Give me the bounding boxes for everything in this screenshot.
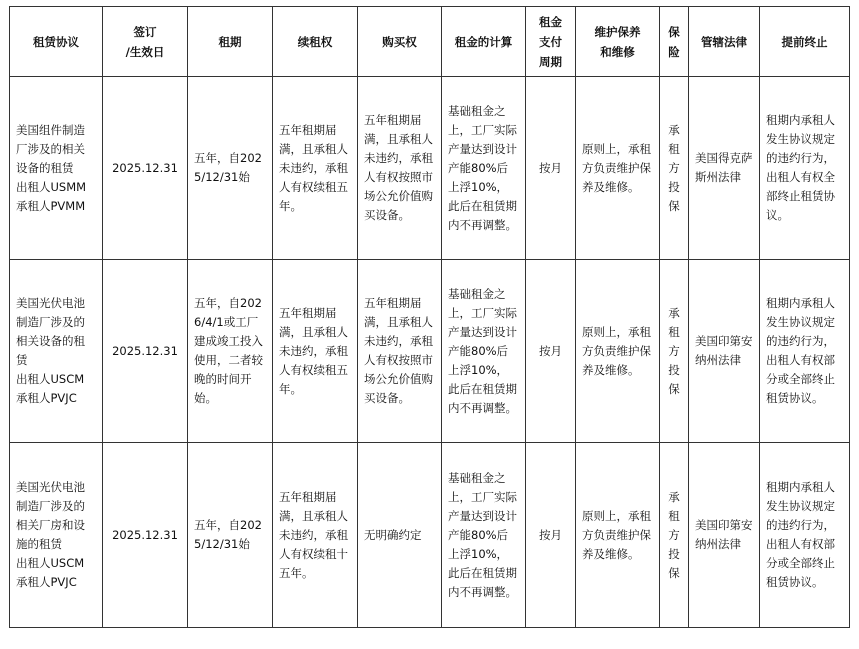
cell-termination: 租期内承租人发生协议规定的违约行为，出租人有权部分或全部终止租赁协议。 — [760, 260, 850, 443]
cell-effective-date: 2025.12.31 — [103, 77, 188, 260]
cell-agreement: 美国光伏电池制造厂涉及的相关设备的租赁 出租人USCM 承租人PVJC — [10, 260, 103, 443]
cell-payment-cycle: 按月 — [526, 260, 576, 443]
cell-term: 五年，自2025/12/31始 — [188, 77, 273, 260]
cell-effective-date: 2025.12.31 — [103, 260, 188, 443]
header-agreement: 租赁协议 — [10, 7, 103, 77]
cell-purchase: 无明确约定 — [358, 443, 442, 628]
cell-rent-calc: 基础租金之上，工厂实际产量达到设计产能80%后上浮10%，此后在租赁期内不再调整。 — [442, 260, 526, 443]
cell-renewal: 五年租期届满，且承租人未违约，承租人有权续租五年。 — [273, 77, 358, 260]
cell-payment-cycle: 按月 — [526, 77, 576, 260]
cell-purchase: 五年租期届满，且承租人未违约，承租人有权按照市场公允价值购买设备。 — [358, 77, 442, 260]
cell-purchase: 五年租期届满，且承租人未违约，承租人有权按照市场公允价值购买设备。 — [358, 260, 442, 443]
header-renewal: 续租权 — [273, 7, 358, 77]
cell-maintenance: 原则上，承租方负责维护保养及维修。 — [576, 443, 660, 628]
header-termination: 提前终止 — [760, 7, 850, 77]
cell-effective-date: 2025.12.31 — [103, 443, 188, 628]
cell-insurance: 承 租 方 投 保 — [660, 443, 689, 628]
cell-payment-cycle: 按月 — [526, 443, 576, 628]
header-insurance: 保 险 — [660, 7, 689, 77]
cell-maintenance: 原则上，承租方负责维护保养及维修。 — [576, 260, 660, 443]
cell-term: 五年，自2025/12/31始 — [188, 443, 273, 628]
cell-maintenance: 原则上，承租方负责维护保养及维修。 — [576, 77, 660, 260]
cell-rent-calc: 基础租金之上，工厂实际产量达到设计产能80%后上浮10%，此后在租赁期内不再调整。 — [442, 77, 526, 260]
cell-agreement: 美国组件制造厂涉及的相关设备的租赁 出租人USMM 承租人PVMM — [10, 77, 103, 260]
table-row — [10, 443, 850, 628]
header-rent-calc: 租金的计算 — [442, 7, 526, 77]
cell-termination: 租期内承租人发生协议规定的违约行为，出租人有权全部终止租赁协议。 — [760, 77, 850, 260]
lease-document — [9, 6, 850, 628]
cell-governing-law: 美国印第安纳州法律 — [689, 260, 760, 443]
cell-termination: 租期内承租人发生协议规定的违约行为，出租人有权部分或全部终止租赁协议。 — [760, 443, 850, 628]
cell-renewal: 五年租期届满，且承租人未违约，承租人有权续租十五年。 — [273, 443, 358, 628]
table-row — [10, 260, 850, 443]
cell-governing-law: 美国得克萨斯州法律 — [689, 77, 760, 260]
table-row — [10, 77, 850, 260]
cell-agreement: 美国光伏电池制造厂涉及的相关厂房和设施的租赁 出租人USCM 承租人PVJC — [10, 443, 103, 628]
header-row — [10, 7, 850, 77]
header-term: 租期 — [188, 7, 273, 77]
cell-renewal: 五年租期届满，且承租人未违约，承租人有权续租五年。 — [273, 260, 358, 443]
header-effective-date: 签订 /生效日 — [103, 7, 188, 77]
header-purchase: 购买权 — [358, 7, 442, 77]
cell-insurance: 承 租 方 投 保 — [660, 260, 689, 443]
cell-governing-law: 美国印第安纳州法律 — [689, 443, 760, 628]
cell-rent-calc: 基础租金之上，工厂实际产量达到设计产能80%后上浮10%，此后在租赁期内不再调整。 — [442, 443, 526, 628]
header-maintenance: 维护保养 和维修 — [576, 7, 660, 77]
header-governing-law: 管辖法律 — [689, 7, 760, 77]
lease-table — [9, 6, 850, 628]
cell-insurance: 承 租 方 投 保 — [660, 77, 689, 260]
cell-term: 五年，自2026/4/1或工厂建成竣工投入使用，二者较晚的时间开始。 — [188, 260, 273, 443]
header-payment-cycle: 租金 支付 周期 — [526, 7, 576, 77]
